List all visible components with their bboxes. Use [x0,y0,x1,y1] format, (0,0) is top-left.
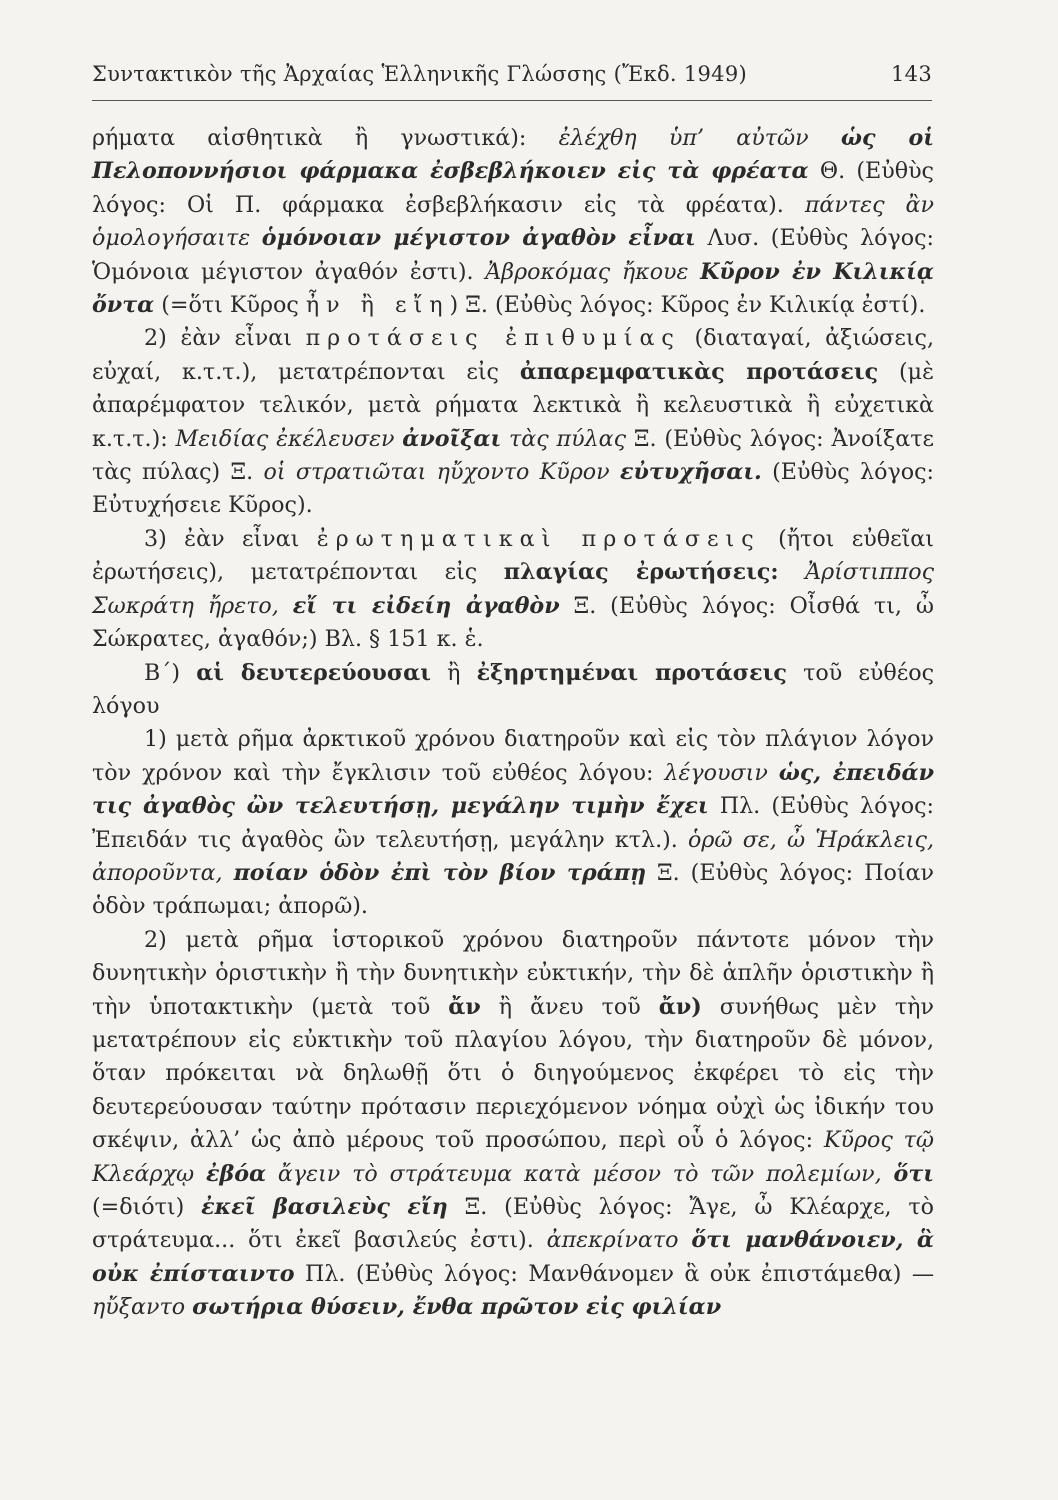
text-run: Ξ. (Εὐθὺς λόγος: Ἀνοίξατε τὰς πύλας) Ξ. [92,425,934,486]
text-run [779,559,806,585]
paragraph-historic-tense [92,924,934,1325]
text-run: ἐλέχθη ὑπ’ αὐτῶν [558,125,841,151]
text-run: ἢ [431,659,477,686]
text-run: ἄγειν τὸ στράτευμα κατὰ μέσον τὸ τῶν πολεμίων, [266,1160,894,1187]
text-run: 2) ἐὰν εἶναι [144,325,306,352]
text-run: ἄν) [658,993,702,1020]
paragraph-question-clauses [92,523,934,657]
text-run: ἐβόα [205,1160,267,1187]
text-run: Ξ. (Εὐθὺς λόγος: Ποίαν ὁδὸν τράπωμαι; ἀπορῶ). [92,859,934,920]
text-run: ρήματα αἰσθητικὰ ἢ γνωστικά): [92,125,559,151]
text-run: Β΄) [144,659,197,686]
text-run: ) Ξ. (Εὐθὺς λόγος: Κῦρος ἐν Κιλικίᾳ ἐστί). [449,292,926,319]
text-run: Θ. (Εὐθὺς λόγος: Οἱ Π. φάρμακα ἐσβεβλήκασιν εἰς τὰ φρέατα). [92,158,934,218]
text-run: 1) μετὰ ρῆμα ἀρκτικοῦ χρόνου διατηροῦν καὶ εἰς τὸν πλάγιον λόγον τὸν χρόνον καὶ τὴν ἔγκλισιν τοῦ εὐθέος λόγου: [92,726,934,786]
book-title: Συντακτικὸν τῆς Ἀρχαίας Ἑλληνικῆς Γλώσσης (Ἔκδ. 1949) [92,62,747,86]
text-run: (=διότι) [92,1194,202,1220]
text-run: ὡς, ἐπειδάν τις ἀγαθὸς ὢν τελευτήσῃ, μεγάλην τιμὴν ἔχει [92,759,935,820]
text-run: ηὔξαντο [92,1294,193,1321]
text-run: 2) μετὰ ρῆμα ἱστορικοῦ χρόνου διατηροῦν πάντοτε μόνον τὴν δυνητικὴν ὁριστικὴν ἢ τὴν δυνητικὴν εὐκτικήν, τὴν δὲ ἁπλῆν ὁριστικὴν ἢ τὴν ὑποτακτικὴν (μετὰ τοῦ [92,926,934,1020]
text-run: (διαταγαί, ἀξιώσεις, εὐχαί, κ.τ.τ.), μετατρέπονται εἰς [92,325,935,385]
text-run: ὅτι μανθάνοιεν, ἃ οὐκ ἐπίσταιντο [92,1227,934,1287]
paragraph-primary-tense [92,723,934,923]
text-run: ὁμόνοιαν μέγιστον ἀγαθὸν εἶναι [261,225,696,252]
text-run: εὐτυχῆσαι. [619,459,762,486]
text-run: Μειδίας ἐκέλευσεν [175,425,403,452]
text-run: Πλ. (Εὐθὺς λόγος: Μανθάνομεν ἃ οὐκ ἐπιστάμεθα) — [294,1260,935,1287]
text-run: ὁρῶ σε, ὦ Ἡράκλεις, ἀποροῦντα, [92,826,934,886]
paragraph-subordinate-heading [92,657,934,724]
text-run: συνήθως μὲν τὴν μετατρέπουν εἰς εὐκτικὴν τοῦ πλαγίου λόγου, τὴν διατηροῦν δὲ μόνον, ὅταν πρόκειται νὰ δηλωθῇ ὅτι ὁ διηγούμενος ἐκφέρει τὸ εἰς τὴν δευτερεύουσαν ταύτην πρότασιν περιεχόμενον νόημα οὐχὶ ὡς ἰδικήν του σκέψιν, ἀλλ’ ὡς ἀπὸ μέρους τοῦ προσώπου, περὶ οὗ ὁ λόγος: [92,993,934,1154]
text-run: προτάσεις ἐπιθυμίας [305,325,681,352]
body-text [92,122,934,1325]
text-run: Κῦρον ἐν Κιλικίᾳ ὄντα [92,258,934,319]
text-run: Λυσ. (Εὐθὺς λόγος: Ὁμόνοια μέγιστον ἀγαθόν ἐστι). [92,225,935,285]
text-run: ποίαν ὁδὸν ἐπὶ τὸν βίον τράπῃ [233,859,647,886]
running-header [92,62,932,86]
text-run: αἱ δευτερεύουσαι [196,659,431,686]
text-run: ἀνοῖξαι [402,425,502,452]
text-run: Ξ. (Εὐθὺς λόγος: Ἄγε, ὦ Κλέαρχε, τὸ στράτευμα... ὅτι ἐκεῖ βασιλεύς ἐστι). [92,1194,934,1254]
text-run: Ἀβροκόμας ἤκουε [485,258,701,285]
text-run: Ἀρίστιππος Σωκράτη ἤρετο, [92,559,934,619]
text-run: (ἤτοι εὐθεῖαι ἐρωτήσεις), μετατρέπονται εἰς [92,525,934,586]
text-run: ἀπαρεμφατικὰς προτάσεις [519,358,879,385]
text-run: (=ὅτι Κῦρος [154,292,306,319]
text-run: Κῦρος τῷ Κλεάρχῳ [92,1127,934,1187]
text-run: τοῦ εὐθέος λόγου [92,659,934,719]
text-run: ἐρωτηματικαὶ προτάσεις [316,525,761,552]
text-run: ὡς οἱ Πελοποννήσιοι φάρμακα ἐσβεβλήκοιεν εἰς τὰ φρέατα [92,125,935,185]
text-run: Πλ. (Εὐθὺς λόγος: Ἐπειδάν τις ἀγαθὸς ὢν τελευτήσῃ, μεγάλην κτλ.). [92,793,934,853]
page-number: 143 [891,62,932,86]
text-run: ὅτι [893,1160,934,1187]
text-run: ἐκεῖ βασιλεὺς εἴη [201,1194,448,1220]
text-run: Ξ. (Εὐθὺς λόγος: Οἶσθά τι, ὦ Σώκρατες, ἀγαθόν;) Βλ. § 151 κ. ἑ. [92,592,934,653]
header-rule [92,100,932,101]
text-run: 3) ἐὰν εἶναι [144,525,317,552]
text-run: (Εὐθὺς λόγος: Εὐτυχήσειε Κῦρος). [92,459,934,519]
text-run: (μὲ ἀπαρέμφατον τελικόν, μετὰ ρήματα λεκτικὰ ἢ κελευστικὰ ἢ εὐχετικὰ κ.τ.τ.): [92,358,934,452]
paragraph-indirect-statements [92,122,934,322]
text-run: τὰς πύλας [501,425,627,452]
text-run: ἦν ἢ εἴη [305,292,450,319]
text-run: πλαγίας ἐρωτήσεις: [503,559,779,586]
text-run: εἴ τι εἰδείη ἀγαθὸν [292,592,560,619]
text-run: σωτήρια θύσειν, ἔνθα πρῶτον εἰς φιλίαν [192,1294,722,1321]
text-run: πάντες ἂν ὁμολογήσαιτε [92,191,934,252]
text-run: οἱ στρατιῶται ηὔχοντο Κῦρον [263,459,620,486]
text-run: ἐξηρτημέναι προτάσεις [476,659,787,686]
text-run: ἄν [448,993,481,1020]
text-run: ἢ ἄνευ τοῦ [480,993,659,1020]
text-run: ἀπεκρίνατο [546,1227,692,1254]
text-run: λέγουσιν [664,759,779,786]
paragraph-desire-clauses [92,322,934,522]
